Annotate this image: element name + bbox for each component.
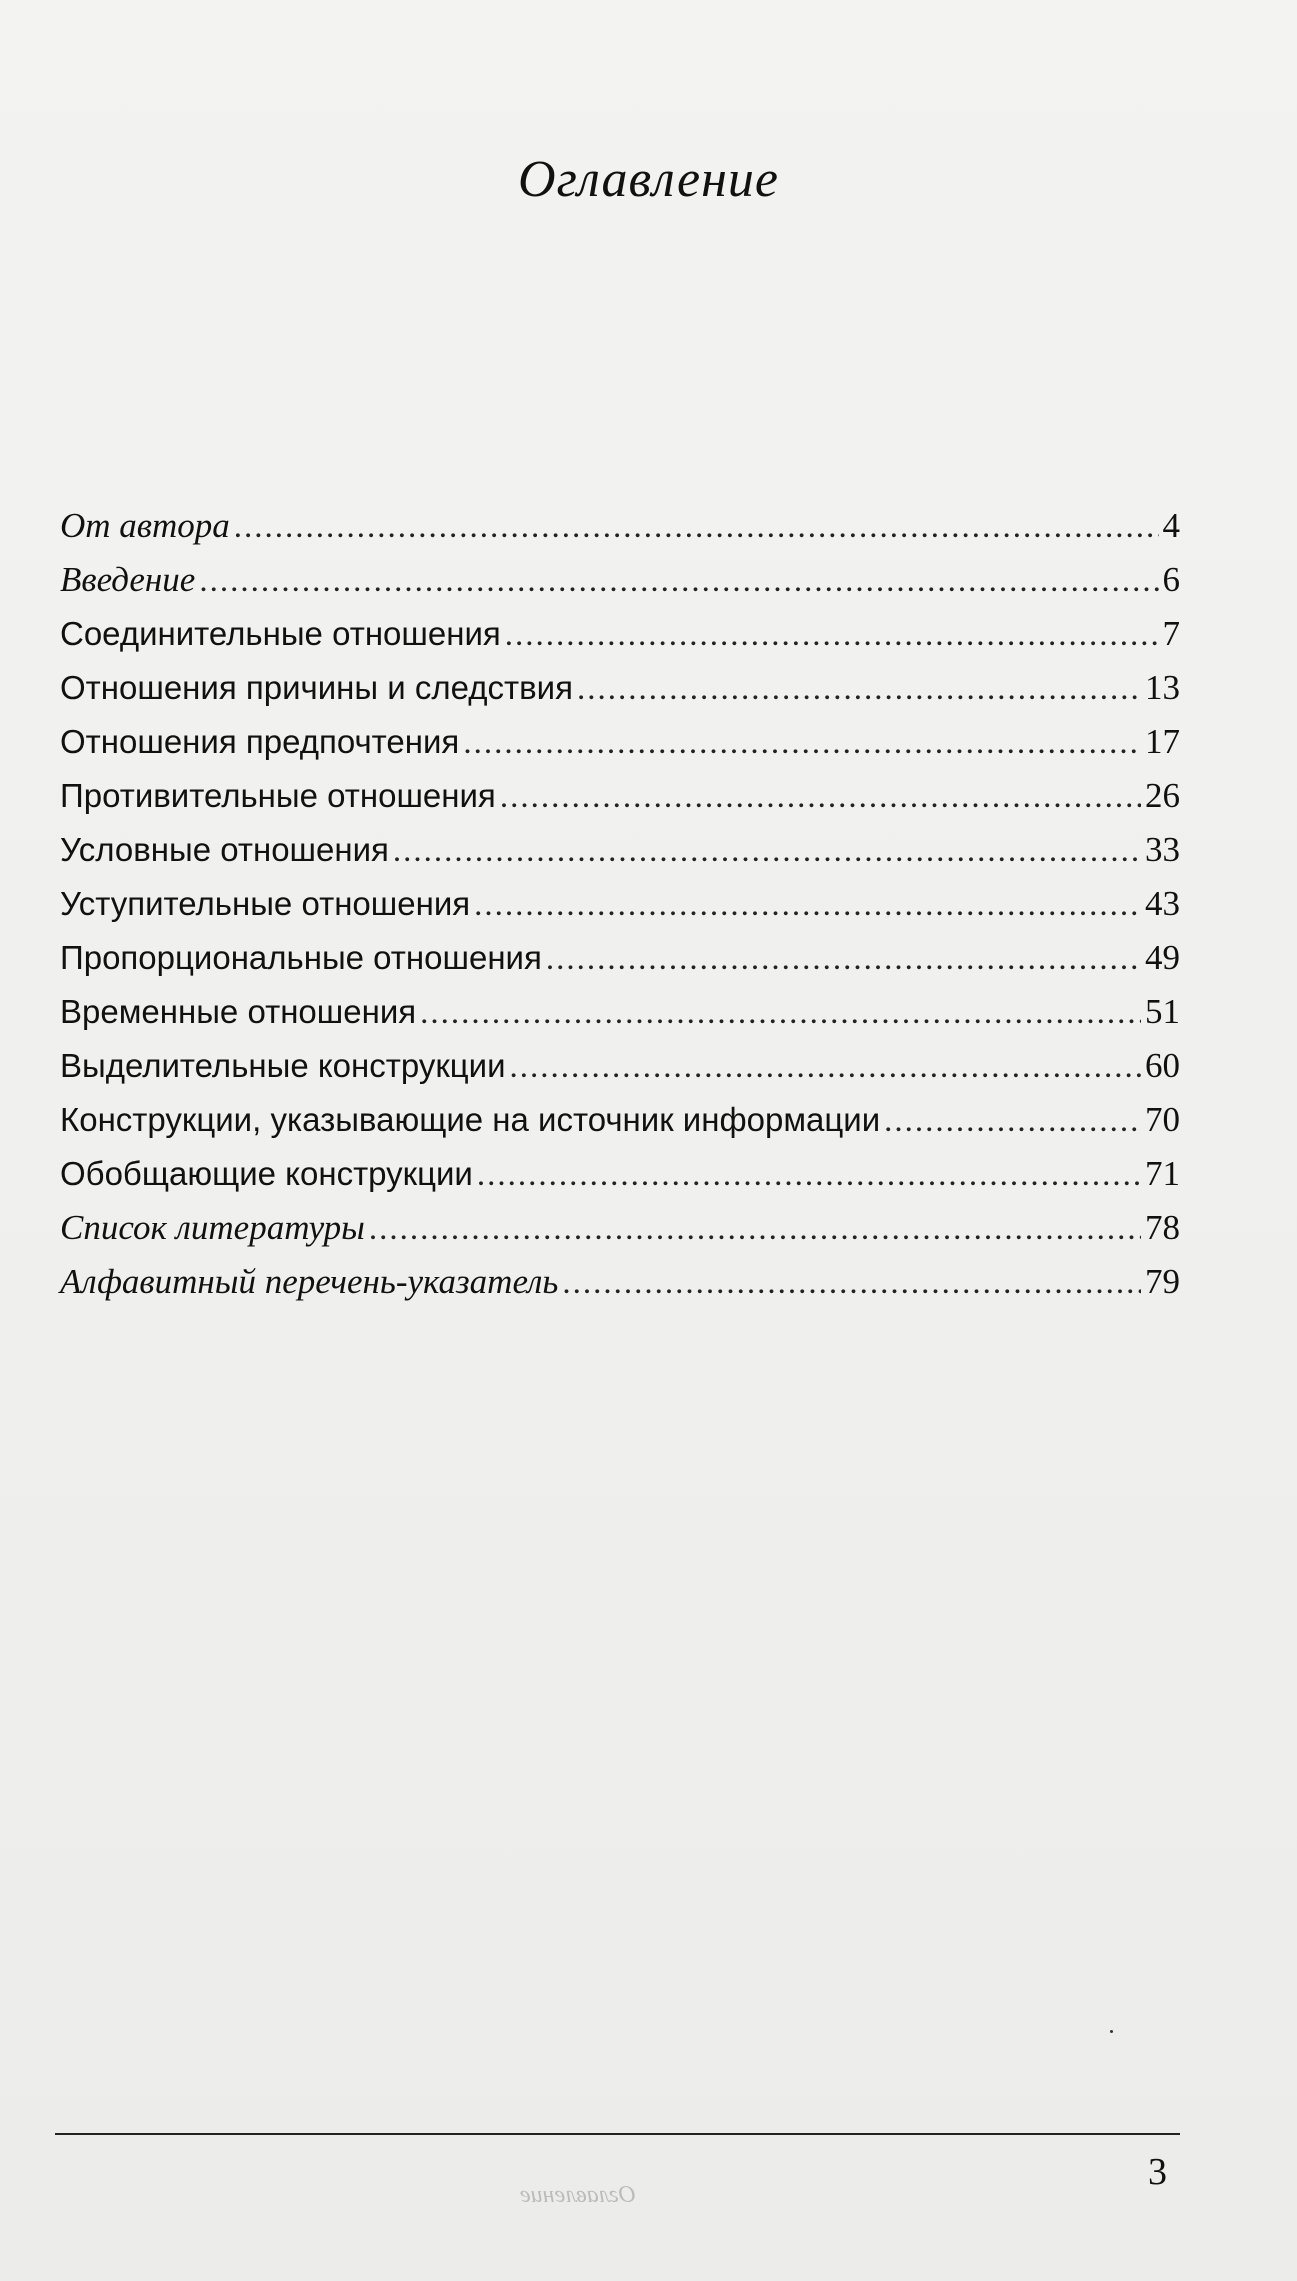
toc-entry bbox=[60, 614, 1180, 668]
toc-entry-label: Выделительные конструкции bbox=[60, 1047, 506, 1084]
toc-entry-page: 6 bbox=[1162, 560, 1180, 599]
toc-leader-dots bbox=[577, 671, 1141, 708]
toc-entry bbox=[60, 722, 1180, 776]
toc-entry-page: 43 bbox=[1145, 884, 1180, 923]
toc-entry bbox=[60, 776, 1180, 830]
toc-entry-label: Временные отношения bbox=[60, 993, 417, 1030]
toc-entry bbox=[60, 1046, 1180, 1100]
toc-leader-dots bbox=[393, 833, 1141, 870]
toc-leader-dots bbox=[510, 1049, 1141, 1086]
toc-entry-label: Отношения предпочтения bbox=[60, 723, 460, 760]
toc-entry bbox=[60, 830, 1180, 884]
toc-entry bbox=[60, 560, 1180, 614]
toc-entry-label: Пропорциональные отношения bbox=[60, 939, 542, 976]
table-of-contents bbox=[60, 506, 1180, 1316]
toc-entry-page: 26 bbox=[1145, 776, 1180, 815]
running-title: Оглавление bbox=[520, 2182, 636, 2208]
toc-entry-page: 79 bbox=[1145, 1262, 1180, 1301]
toc-entry-label: Противительные отношения bbox=[60, 777, 496, 814]
toc-entry-page: 49 bbox=[1145, 938, 1180, 977]
toc-leader-dots bbox=[562, 1265, 1141, 1302]
toc-entry bbox=[60, 992, 1180, 1046]
toc-entry-page: 51 bbox=[1145, 992, 1180, 1031]
toc-leader-dots bbox=[474, 887, 1141, 924]
toc-leader-dots bbox=[505, 617, 1159, 654]
toc-entry-page: 7 bbox=[1162, 614, 1180, 653]
toc-entry bbox=[60, 1208, 1180, 1262]
toc-entry-page: 78 bbox=[1145, 1208, 1180, 1247]
toc-leader-dots bbox=[420, 995, 1141, 1032]
toc-leader-dots bbox=[463, 725, 1141, 762]
toc-entry-label: Алфавитный перечень-указатель bbox=[60, 1262, 559, 1301]
toc-entry-page: 71 bbox=[1145, 1154, 1180, 1193]
paper-speck bbox=[1110, 2030, 1113, 2033]
toc-entry-label: Список литературы bbox=[60, 1208, 365, 1247]
toc-leader-dots bbox=[546, 941, 1141, 978]
toc-entry-page: 33 bbox=[1145, 830, 1180, 869]
toc-entry-label: Соединительные отношения bbox=[60, 615, 501, 652]
toc-entry-page: 13 bbox=[1145, 668, 1180, 707]
page-number: 3 bbox=[1148, 2151, 1167, 2193]
toc-entry-label: Введение bbox=[60, 560, 196, 599]
toc-entry bbox=[60, 1154, 1180, 1208]
toc-entry bbox=[60, 884, 1180, 938]
toc-entry-page: 60 bbox=[1145, 1046, 1180, 1085]
toc-leader-dots bbox=[477, 1157, 1141, 1194]
toc-entry-label: Уступительные отношения bbox=[60, 885, 471, 922]
toc-entry bbox=[60, 1100, 1180, 1154]
toc-entry-page: 70 bbox=[1145, 1100, 1180, 1139]
toc-entry-label: Обобщающие конструкции bbox=[60, 1155, 473, 1192]
toc-leader-dots bbox=[234, 509, 1159, 546]
toc-entry bbox=[60, 1262, 1180, 1316]
toc-entry bbox=[60, 506, 1180, 560]
toc-entry bbox=[60, 668, 1180, 722]
toc-entry-label: Конструкции, указывающие на источник информации bbox=[60, 1101, 881, 1138]
toc-entry-label: Отношения причины и следствия bbox=[60, 669, 573, 706]
toc-entry-page: 4 bbox=[1162, 506, 1180, 545]
toc-entry bbox=[60, 938, 1180, 992]
toc-leader-dots bbox=[500, 779, 1141, 816]
toc-leader-dots bbox=[369, 1211, 1141, 1248]
toc-entry-page: 17 bbox=[1145, 722, 1180, 761]
page-title: Оглавление bbox=[518, 151, 779, 208]
toc-entry-label: Условные отношения bbox=[60, 831, 389, 868]
toc-entry-label: От автора bbox=[60, 506, 230, 545]
toc-leader-dots bbox=[884, 1103, 1141, 1140]
footer-rule bbox=[55, 2133, 1180, 2135]
toc-leader-dots bbox=[199, 563, 1158, 600]
